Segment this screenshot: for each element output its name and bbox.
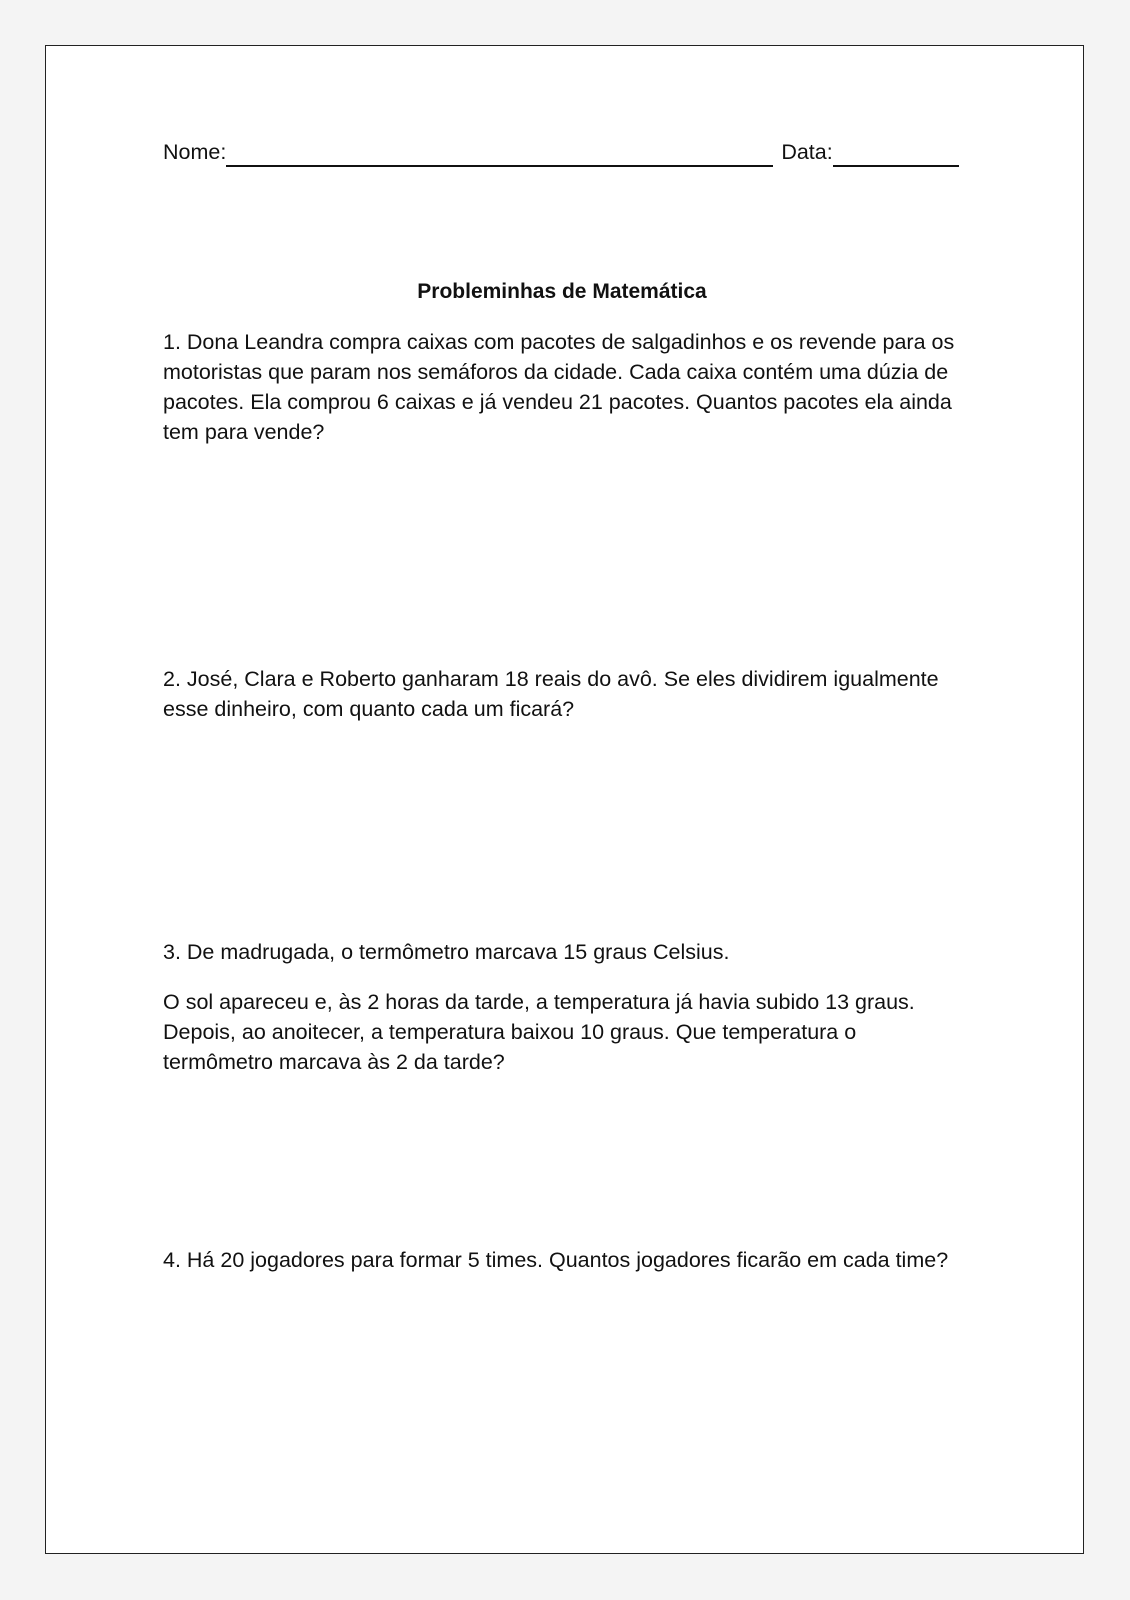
name-label: Nome: (163, 140, 227, 164)
problem-2 (163, 664, 963, 724)
problem-1-text: 1. Dona Leandra compra caixas com pacotes de salgadinhos e os revende para os motoristas que param nos semáforos da cidade. Cada caixa contém uma dúzia de pacotes. Ela comprou 6 caixas e já vendeu 21 pacotes. Quantos pacotes ela ainda tem para vende? (163, 330, 955, 444)
problem-4-text: 4. Há 20 jogadores para formar 5 times. Quantos jogadores ficarão em cada time? (163, 1248, 949, 1272)
problem-3 (163, 937, 963, 1077)
header-fields (163, 137, 961, 167)
worksheet-page (45, 45, 1084, 1554)
worksheet-title: Probleminhas de Matemática (417, 280, 707, 303)
worksheet-content (163, 137, 963, 1272)
problem-2-text: 2. José, Clara e Roberto ganharam 18 reais do avô. Se eles dividirem igualmente esse dinheiro, com quanto cada um ficará? (163, 667, 939, 721)
problem-1 (163, 327, 963, 447)
date-label: Data: (781, 140, 833, 164)
name-blank-line (226, 143, 773, 167)
problem-3-text: 3. De madrugada, o termômetro marcava 15 graus Celsius. (163, 940, 730, 964)
date-blank-line (833, 143, 959, 167)
problem-4 (163, 1245, 963, 1275)
problem-3-text-continued: O sol apareceu e, às 2 horas da tarde, a temperatura já havia subido 13 graus. Depois, ao anoitecer, a temperatura baixou 10 graus. Que temperatura o termômetro marcava às 2 da tarde? (163, 990, 915, 1074)
